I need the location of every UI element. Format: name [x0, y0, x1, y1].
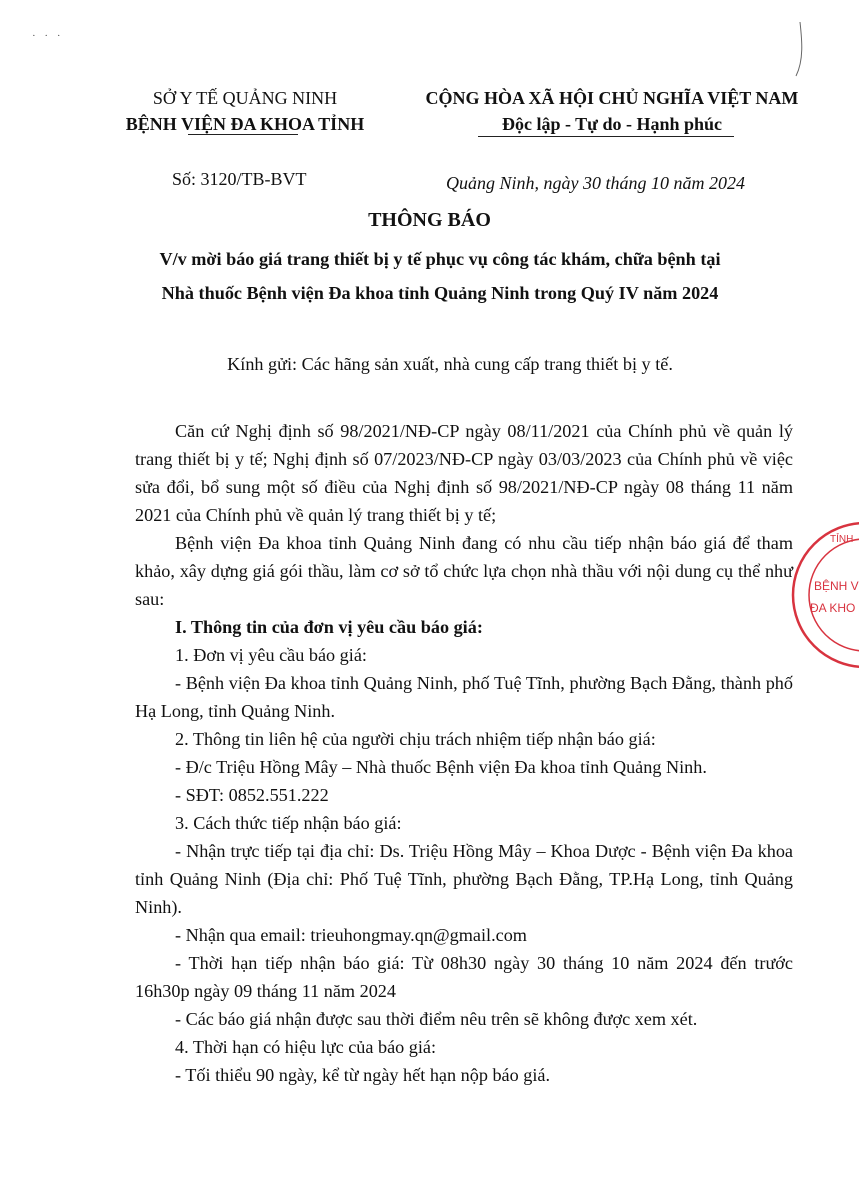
national-motto-block — [402, 85, 822, 137]
seal-text-top: TỈNH — [830, 534, 854, 545]
item-4-heading: 4. Thời hạn có hiệu lực của báo giá: — [175, 1037, 437, 1057]
issuer-underline — [188, 134, 298, 135]
item-1-heading: 1. Đơn vị yêu cầu báo giá: — [175, 645, 367, 665]
official-seal — [770, 520, 859, 670]
document-body — [135, 417, 793, 1089]
purpose-paragraph: Bệnh viện Đa khoa tỉnh Quảng Ninh đang có nhu cầu tiếp nhận báo giá để tham khảo, xây dựng giá gói thầu, làm cơ sở tổ chức lựa chọn nhà thầu với nội dung cụ thể như sau: — [135, 533, 793, 609]
document-number: Số: 3120/TB-BVT — [172, 169, 307, 189]
section-1-heading: I. Thông tin của đơn vị yêu cầu báo giá: — [175, 617, 483, 637]
issuer-hospital: BỆNH VIỆN ĐA KHOA TỈNH — [125, 114, 365, 134]
subject-line-2: Nhà thuốc Bệnh viện Đa khoa tỉnh Quảng Ninh trong Quý IV năm 2024 — [161, 283, 719, 303]
motto-underline — [478, 136, 734, 137]
item-3-email: - Nhận qua email: trieuhongmay.qn@gmail.com — [175, 925, 527, 945]
item-3-late-note: - Các báo giá nhận được sau thời điểm nêu trên sẽ không được xem xét. — [175, 1009, 698, 1029]
subject-line-1: V/v mời báo giá trang thiết bị y tế phục vụ công tác khám, chữa bệnh tại — [159, 249, 721, 269]
issuer-department: SỞ Y TẾ QUẢNG NINH — [152, 88, 338, 108]
national-motto: Độc lập - Tự do - Hạnh phúc — [501, 114, 723, 134]
place-date: Quảng Ninh, ngày 30 tháng 10 năm 2024 — [446, 173, 745, 193]
document-subject — [60, 242, 820, 310]
seal-text-bottom: ĐA KHO — [810, 601, 856, 615]
document-title: THÔNG BÁO — [368, 209, 491, 231]
recipient-line: Kính gửi: Các hãng sản xuất, nhà cung cấp trang thiết bị y tế. — [227, 354, 673, 374]
item-1-detail: - Bệnh viện Đa khoa tỉnh Quảng Ninh, phố Tuệ Tĩnh, phường Bạch Đằng, thành phố Hạ Long, tỉnh Quảng Ninh. — [135, 673, 793, 721]
item-2-phone: - SĐT: 0852.551.222 — [175, 785, 329, 805]
national-title: CỘNG HÒA XÃ HỘI CHỦ NGHĨA VIỆT NAM — [425, 88, 799, 108]
item-2-heading: 2. Thông tin liên hệ của người chịu trách nhiệm tiếp nhận báo giá: — [175, 729, 656, 749]
scan-mark: · · · — [32, 30, 64, 42]
legal-basis-paragraph: Căn cứ Nghị định số 98/2021/NĐ-CP ngày 08/11/2021 của Chính phủ về quản lý trang thiết bị y tế; Nghị định số 07/2023/NĐ-CP ngày 03/03/2023 của Chính phủ về việc sửa đổi, bổ sung một số điều của Nghị định số 98/2021/NĐ-CP ngày 08 tháng 11 năm 2021 của Chính phủ về quản lý trang thiết bị y tế; — [135, 421, 793, 525]
item-2-contact: - Đ/c Triệu Hồng Mây – Nhà thuốc Bệnh viện Đa khoa tỉnh Quảng Ninh. — [175, 757, 707, 777]
item-3-direct: - Nhận trực tiếp tại địa chỉ: Ds. Triệu Hồng Mây – Khoa Dược - Bệnh viện Đa khoa tỉnh Quảng Ninh (Địa chỉ: Phố Tuệ Tĩnh, phường Bạch Đằng, TP.Hạ Long, tỉnh Quảng Ninh). — [135, 841, 793, 917]
issuer-block — [100, 85, 390, 137]
seal-inner-ring — [809, 539, 859, 651]
item-3-deadline: - Thời hạn tiếp nhận báo giá: Từ 08h30 ngày 30 tháng 10 năm 2024 đến trước 16h30p ngày 09 tháng 11 năm 2024 — [135, 953, 793, 1001]
seal-text-middle: BỆNH V — [814, 579, 859, 593]
item-4-detail: - Tối thiểu 90 ngày, kể từ ngày hết hạn nộp báo giá. — [175, 1065, 551, 1085]
pen-mark — [790, 20, 810, 80]
item-3-heading: 3. Cách thức tiếp nhận báo giá: — [175, 813, 402, 833]
